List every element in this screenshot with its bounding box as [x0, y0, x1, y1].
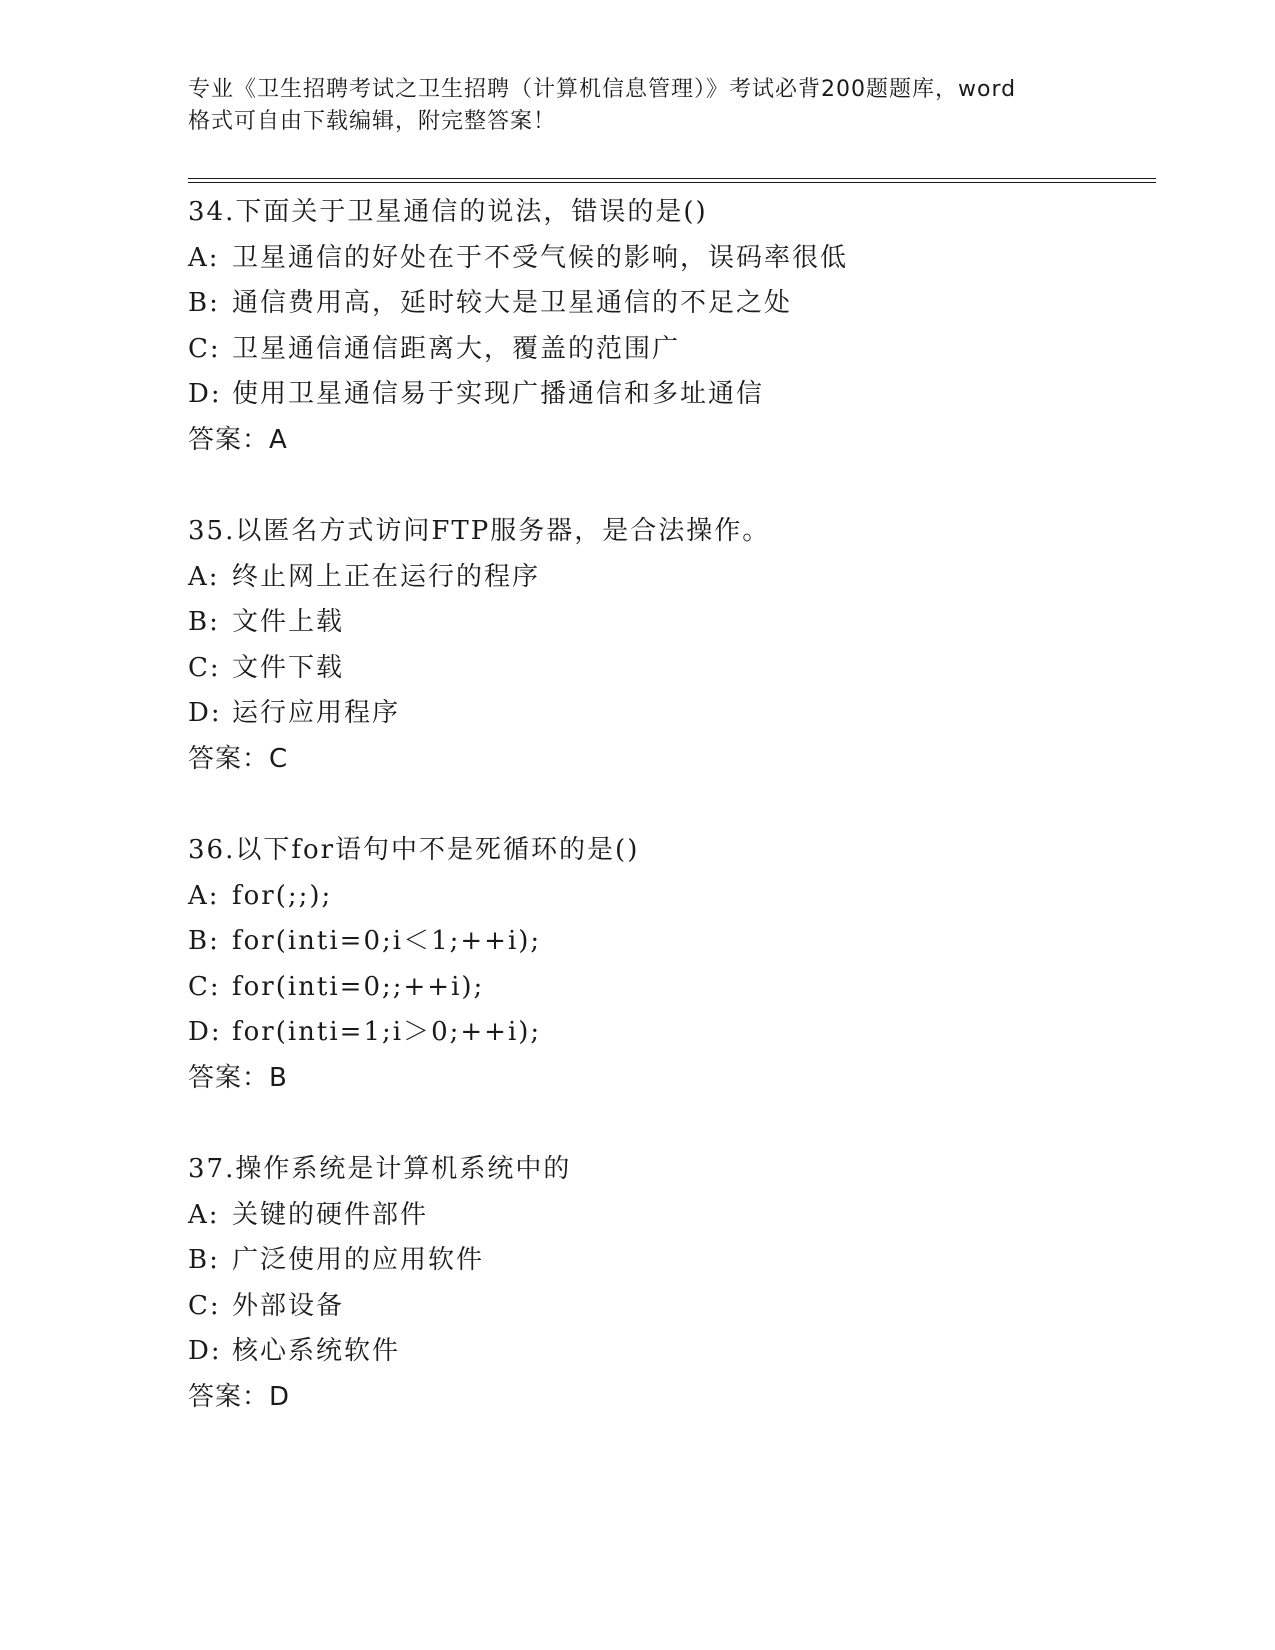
document-header	[188, 74, 1088, 138]
option-letter: A:	[188, 561, 220, 592]
option-c	[188, 646, 1156, 692]
option-letter: B:	[188, 1245, 220, 1275]
question-34	[188, 190, 1156, 463]
option-text: 通信费用高，延时较大是卫星通信的不足之处	[232, 288, 793, 318]
question-36	[188, 828, 1156, 1101]
option-letter: D:	[188, 1017, 222, 1047]
option-b	[188, 600, 1156, 646]
option-letter: B:	[188, 926, 220, 956]
option-letter: A:	[188, 1199, 220, 1230]
option-a	[188, 1193, 1156, 1239]
option-d	[188, 1329, 1156, 1375]
option-text: for(inti=0;;++i);	[232, 971, 485, 1002]
answer: 答案：D	[188, 1381, 291, 1412]
option-text: for(inti=1;i＞0;++i);	[232, 1017, 542, 1047]
option-b	[188, 281, 1156, 327]
question-35	[188, 509, 1156, 782]
option-letter: C:	[188, 333, 221, 364]
answer: 答案：C	[188, 743, 289, 774]
question-list	[188, 190, 1156, 1466]
option-text: 文件下载	[232, 652, 345, 683]
option-text: 卫星通信通信距离大，覆盖的范围广	[232, 333, 681, 364]
header-divider-top	[188, 178, 1156, 179]
option-letter: A:	[188, 242, 220, 273]
option-letter: A:	[188, 880, 220, 911]
option-text: 关键的硬件部件	[232, 1199, 429, 1230]
option-letter: D:	[188, 698, 222, 728]
option-letter: B:	[188, 288, 220, 318]
option-letter: D:	[188, 1336, 222, 1366]
answer: 答案：B	[188, 1062, 288, 1093]
option-letter: B:	[188, 607, 220, 637]
header-line-1: 专业《卫生招聘考试之卫生招聘（计算机信息管理）》考试必背200题题库，word	[188, 77, 1017, 102]
option-text: 广泛使用的应用软件	[232, 1245, 485, 1275]
option-letter: C:	[188, 652, 221, 683]
option-d	[188, 691, 1156, 737]
option-d	[188, 1010, 1156, 1056]
option-letter: D:	[188, 379, 222, 409]
option-text: 终止网上正在运行的程序	[232, 561, 541, 592]
option-a	[188, 555, 1156, 601]
option-letter: C:	[188, 1290, 221, 1321]
question-37	[188, 1147, 1156, 1420]
question-title: 35.以匿名方式访问FTP服务器，是合法操作。	[188, 516, 771, 546]
question-title: 36.以下for语句中不是死循环的是()	[188, 835, 640, 865]
option-a	[188, 236, 1156, 282]
option-b	[188, 919, 1156, 965]
option-text: 外部设备	[232, 1290, 345, 1321]
answer: 答案：A	[188, 424, 288, 455]
option-text: 运行应用程序	[232, 698, 401, 728]
option-letter: C:	[188, 971, 221, 1002]
option-c	[188, 965, 1156, 1011]
option-text: 核心系统软件	[232, 1336, 401, 1366]
option-d	[188, 372, 1156, 418]
option-text: for(;;);	[232, 880, 333, 911]
question-title: 34.下面关于卫星通信的说法，错误的是()	[188, 197, 708, 227]
header-line-2: 格式可自由下载编辑，附完整答案！	[188, 109, 557, 134]
option-c	[188, 327, 1156, 373]
option-b	[188, 1238, 1156, 1284]
option-text: 使用卫星通信易于实现广播通信和多址通信	[232, 379, 765, 409]
header-divider-bottom	[188, 182, 1156, 183]
option-a	[188, 874, 1156, 920]
option-text: 卫星通信的好处在于不受气候的影响，误码率很低	[232, 242, 849, 273]
option-text: 文件上载	[232, 607, 345, 637]
option-text: for(inti=0;i＜1;++i);	[232, 926, 542, 956]
option-c	[188, 1284, 1156, 1330]
question-title: 37.操作系统是计算机系统中的	[188, 1154, 572, 1184]
